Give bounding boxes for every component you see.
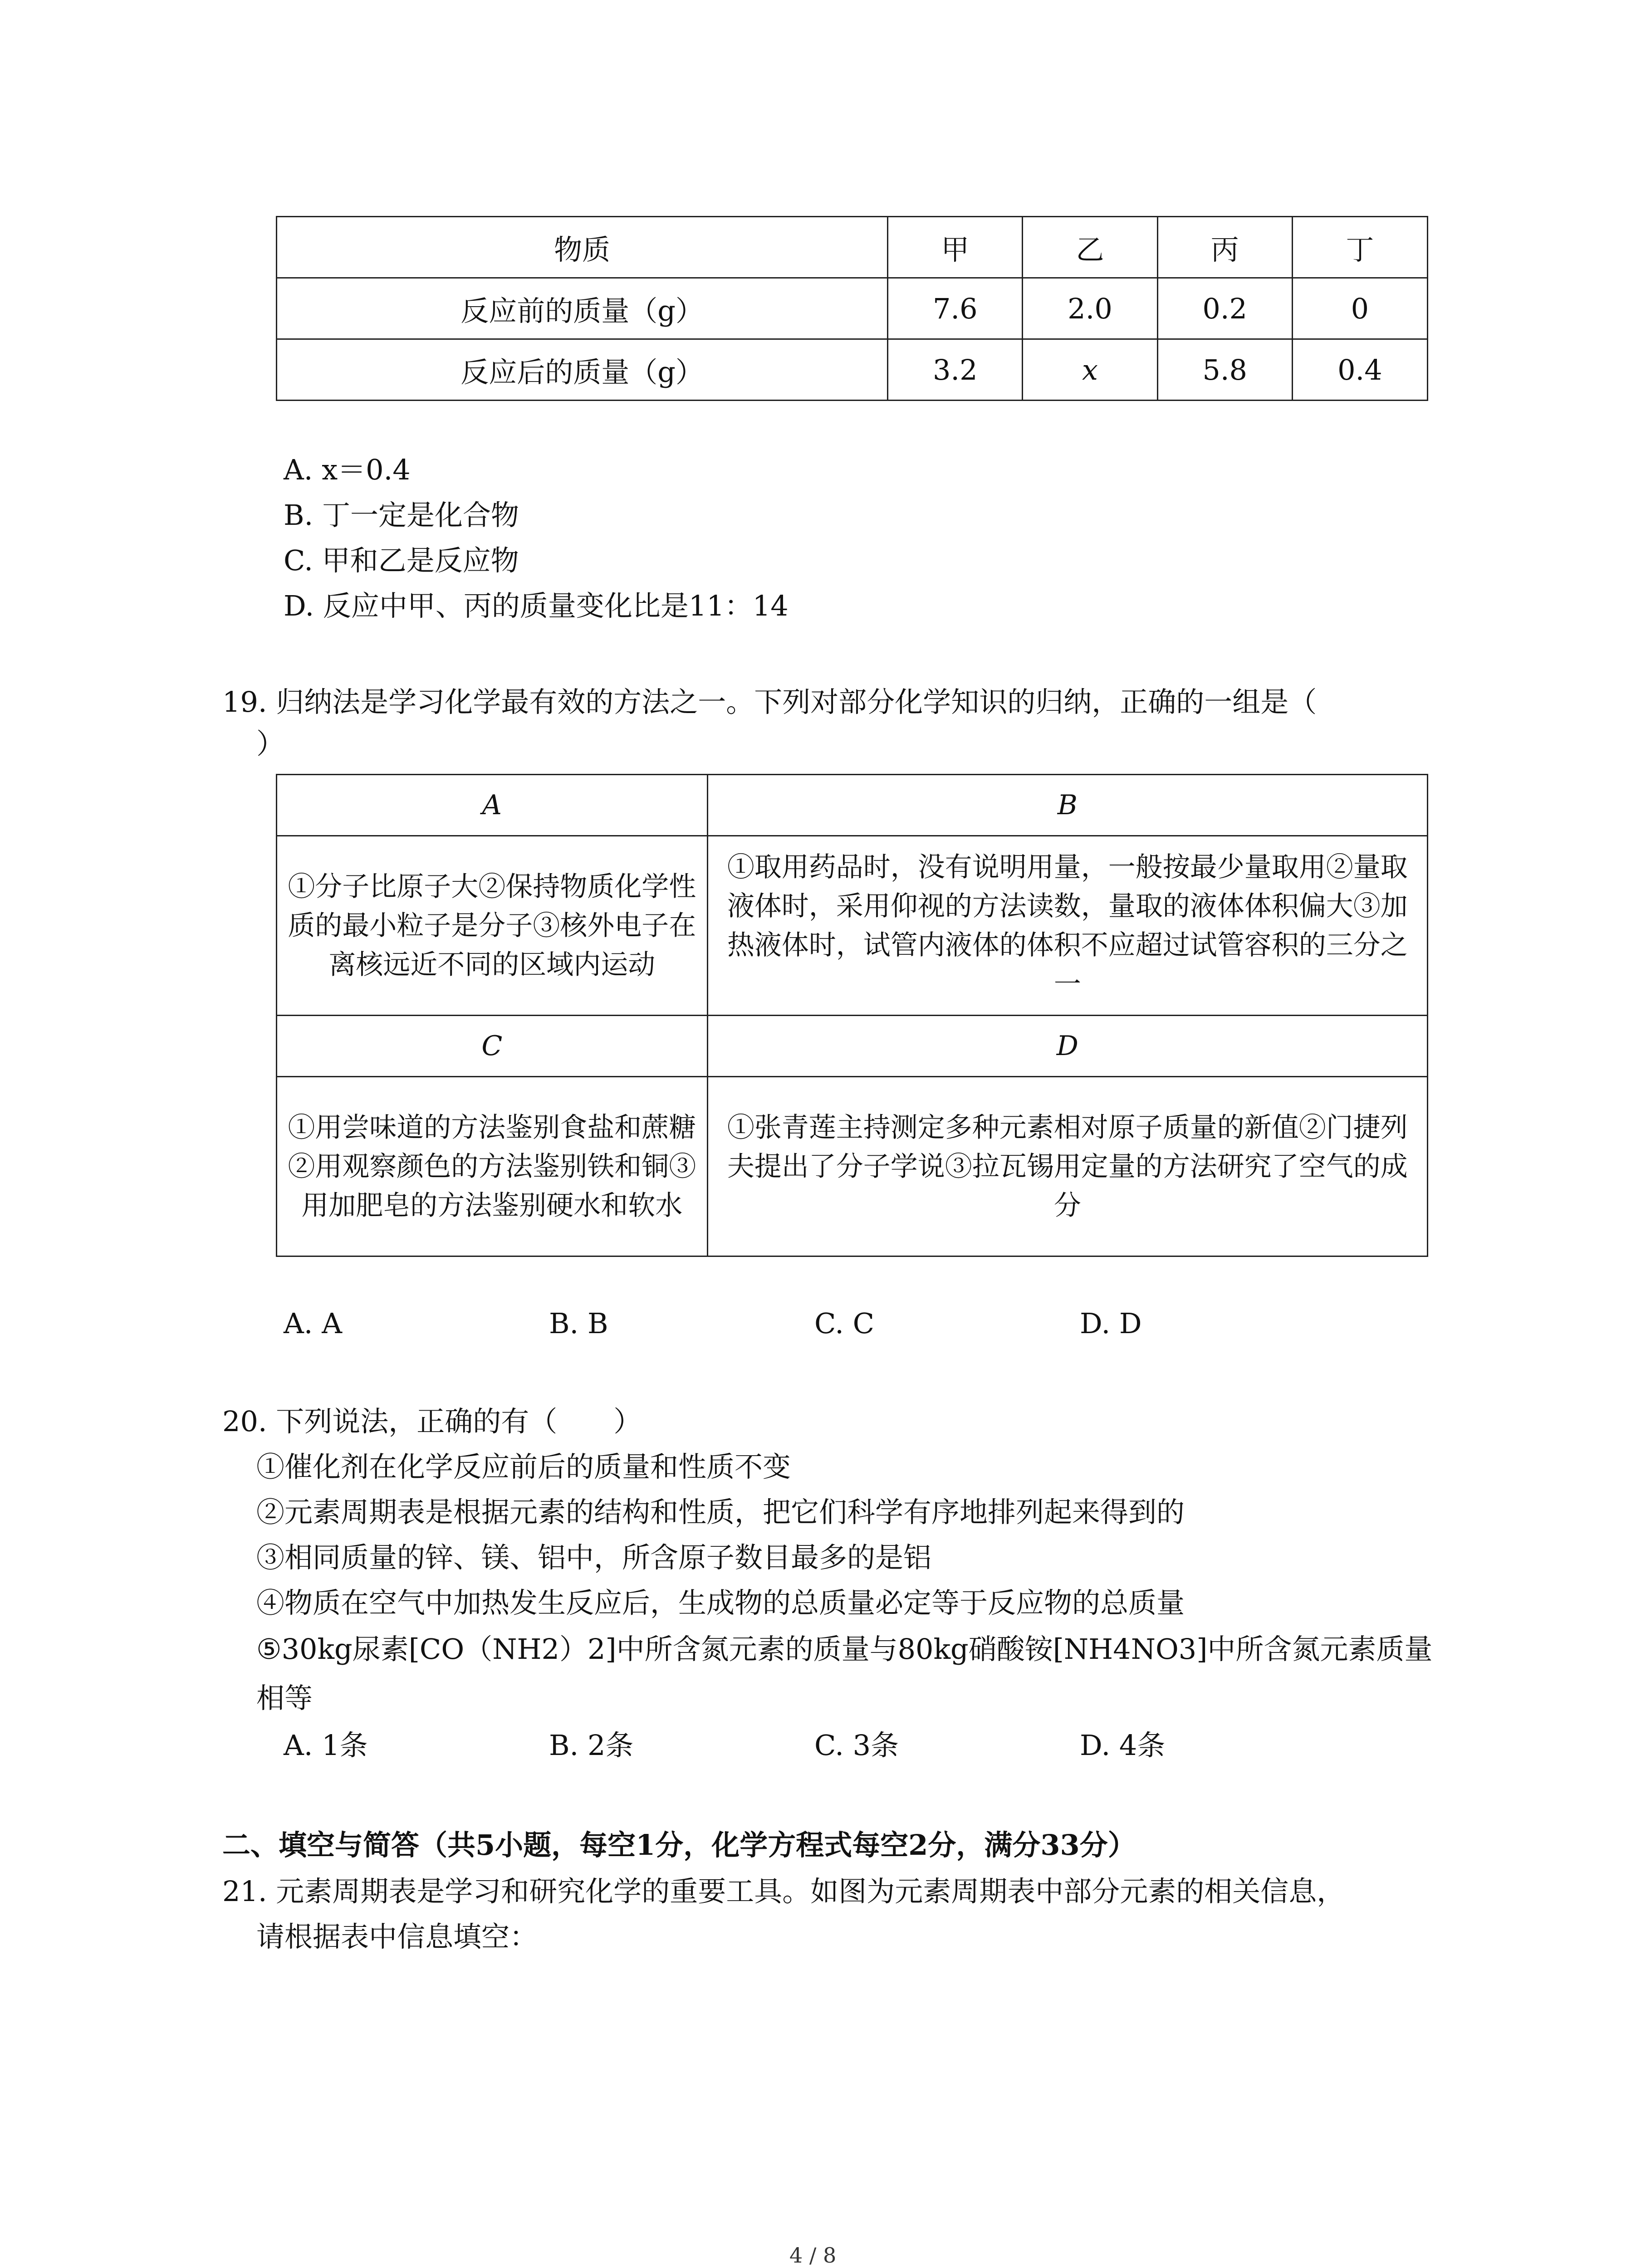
q21-stem: 21. 元素周期表是学习和研究化学的重要工具。如图为元素周期表中部分元素的相关信息， [222,1875,1345,1908]
table-cell: 0.4 [1292,339,1427,401]
q20-item: ①催化剂在化学反应前后的质量和性质不变 [256,1450,791,1483]
section-heading: 二、填空与简答（共5小题，每空1分，化学方程式每空2分，满分33分） [222,1828,1136,1862]
table-header-cell: D [707,1016,1427,1077]
table-cell: ①分子比原子大②保持物质化学性质的最小粒子是分子③核外电子在离核远近不同的区域内运动 [277,836,708,1016]
table-cell: ①张青莲主持测定多种元素相对原子质量的新值②门捷列夫提出了分子学说③拉瓦锡用定量的方法研究了空气的成分 [707,1077,1427,1256]
q18-option-d: D. 反应中甲、丙的质量变化比是11：14 [284,589,789,622]
q18-option-c: C. 甲和乙是反应物 [284,544,519,577]
q20-option-c: C. 3条 [814,1729,899,1762]
q19-option-b: B. B [549,1307,608,1340]
q18-option-a: A. x＝0.4 [284,453,411,486]
q19-option-c: C. C [814,1307,875,1340]
table-row [277,339,1428,401]
table-cell: 2.0 [1023,278,1157,339]
table-row [277,278,1428,339]
table-header-cell: B [707,775,1427,836]
q20-item: ⑤30kg尿素[CO（NH2）2]中所含氮元素的质量与80kg硝酸铵[NH4NO3]中所含氮元素质量 [256,1633,1433,1666]
q19-option-d: D. D [1080,1307,1142,1340]
table-cell: x [1023,339,1157,401]
table-cell: 0.2 [1157,278,1292,339]
table-cell: 0 [1292,278,1427,339]
table-row [277,775,1428,836]
q19-stem: 19. 归纳法是学习化学最有效的方法之一。下列对部分化学知识的归纳，正确的一组是（ [222,685,1317,719]
table-row [277,836,1428,1016]
table-cell: 5.8 [1157,339,1292,401]
q20-option-d: D. 4条 [1080,1729,1166,1762]
table-cell: 反应后的质量（g） [277,339,888,401]
mass-table [276,216,1428,401]
q20-item: ③相同质量的锌、镁、铝中，所含原子数目最多的是铝 [256,1541,932,1574]
q20-item: 相等 [256,1681,313,1715]
table-cell: ①取用药品时，没有说明用量，一般按最少量取用②量取液体时，采用仰视的方法读数，量取的液体体积偏大③加热液体时，试管内液体的体积不应超过试管容积的三分之一 [707,836,1427,1016]
table-header-cell: 丙 [1157,217,1292,278]
q19-stem-close: ） [256,727,285,760]
table-header-cell: 丁 [1292,217,1427,278]
table-cell: ①用尝味道的方法鉴别食盐和蔗糖②用观察颜色的方法鉴别铁和铜③用加肥皂的方法鉴别硬水和软水 [277,1077,708,1256]
table-cell: 7.6 [888,278,1023,339]
table-row [277,1077,1428,1256]
table-header-cell: A [277,775,708,836]
q19-option-a: A. A [284,1307,342,1340]
table-header-cell: 乙 [1023,217,1157,278]
q19-option-table [276,774,1428,1257]
q20-item: ④物质在空气中加热发生反应后，生成物的总质量必定等于反应物的总质量 [256,1586,1185,1619]
table-header-cell: C [277,1016,708,1077]
table-cell: 3.2 [888,339,1023,401]
q20-option-b: B. 2条 [549,1729,634,1762]
q21-stem-cont: 请根据表中信息填空： [256,1920,538,1953]
table-header-cell: 甲 [888,217,1023,278]
table-row [277,1016,1428,1077]
page-number: 4 / 8 [789,2243,837,2268]
q20-item: ②元素周期表是根据元素的结构和性质，把它们科学有序地排列起来得到的 [256,1496,1185,1529]
q18-option-b: B. 丁一定是化合物 [284,499,519,532]
q20-stem: 20. 下列说法，正确的有（ ） [222,1405,642,1438]
q20-option-a: A. 1条 [284,1729,368,1762]
table-header-cell: 物质 [277,217,888,278]
table-header-row [277,217,1428,278]
table-cell: 反应前的质量（g） [277,278,888,339]
